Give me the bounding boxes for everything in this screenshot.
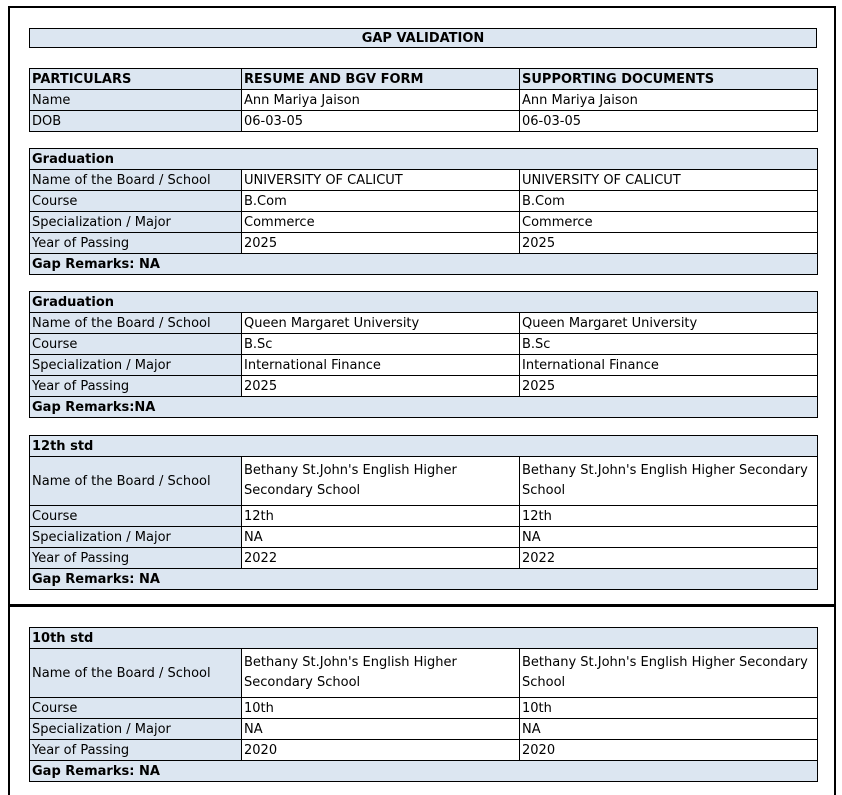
docs-value: Queen Margaret University [520,313,818,334]
column-header-row [30,69,818,90]
resume-value: Ann Mariya Jaison [242,90,520,111]
row-label: Name [30,90,242,111]
header-particulars: PARTICULARS [30,69,242,90]
docs-value: Bethany St.John's English Higher Secondary School [520,649,818,698]
docs-value: 10th [520,698,818,719]
row-label: Name of the Board / School [30,649,242,698]
docs-value: NA [520,527,818,548]
gap-remarks: Gap Remarks: NA [30,569,818,590]
row-label: Year of Passing [30,548,242,569]
resume-value: 2022 [242,548,520,569]
gap-remarks: Gap Remarks: NA [30,761,818,782]
resume-value: UNIVERSITY OF CALICUT [242,170,520,191]
docs-value: NA [520,719,818,740]
resume-value: 12th [242,506,520,527]
row-label: Year of Passing [30,740,242,761]
docs-value: B.Com [520,191,818,212]
table-row [30,376,818,397]
row-label: Name of the Board / School [30,170,242,191]
docs-value: International Finance [520,355,818,376]
table-row [30,212,818,233]
row-label: Name of the Board / School [30,313,242,334]
table-row [30,170,818,191]
row-label: Course [30,506,242,527]
document-page-2 [8,605,836,795]
table-row [30,698,818,719]
docs-value: B.Sc [520,334,818,355]
page-title: GAP VALIDATION [29,28,817,48]
docs-value: UNIVERSITY OF CALICUT [520,170,818,191]
education-section-graduation-2 [29,291,818,418]
gap-remarks: Gap Remarks:NA [30,397,818,418]
row-label: Specialization / Major [30,719,242,740]
resume-value: 10th [242,698,520,719]
table-row [30,548,818,569]
header-supporting-docs: SUPPORTING DOCUMENTS [520,69,818,90]
resume-value: Commerce [242,212,520,233]
resume-value: International Finance [242,355,520,376]
gap-remarks: Gap Remarks: NA [30,254,818,275]
section-heading: 12th std [30,436,818,457]
docs-value: 2022 [520,548,818,569]
row-label: Specialization / Major [30,527,242,548]
table-row [30,719,818,740]
resume-value: B.Com [242,191,520,212]
docs-value: 06-03-05 [520,111,818,132]
table-row [30,457,818,506]
table-row [30,90,818,111]
education-section-graduation-1 [29,148,818,275]
docs-value: Bethany St.John's English Higher Secondary School [520,457,818,506]
resume-value: 2025 [242,376,520,397]
section-heading: Graduation [30,149,818,170]
row-label: Year of Passing [30,233,242,254]
docs-value: 2020 [520,740,818,761]
table-row [30,334,818,355]
resume-value: Queen Margaret University [242,313,520,334]
table-row [30,649,818,698]
docs-value: 2025 [520,233,818,254]
docs-value: Ann Mariya Jaison [520,90,818,111]
resume-value: 2020 [242,740,520,761]
header-resume-bgv: RESUME AND BGV FORM [242,69,520,90]
row-label: Year of Passing [30,376,242,397]
row-label: Course [30,698,242,719]
table-row [30,740,818,761]
resume-value: 06-03-05 [242,111,520,132]
table-row [30,506,818,527]
resume-value: 2025 [242,233,520,254]
docs-value: Commerce [520,212,818,233]
docs-value: 12th [520,506,818,527]
row-label: DOB [30,111,242,132]
table-row [30,111,818,132]
row-label: Course [30,191,242,212]
section-heading: Graduation [30,292,818,313]
table-row [30,233,818,254]
row-label: Specialization / Major [30,355,242,376]
table-row [30,355,818,376]
resume-value: NA [242,719,520,740]
resume-value: B.Sc [242,334,520,355]
education-section-12th [29,435,818,590]
table-row [30,527,818,548]
row-label: Name of the Board / School [30,457,242,506]
resume-value: Bethany St.John's English Higher Secondary School [242,457,520,506]
row-label: Course [30,334,242,355]
docs-value: 2025 [520,376,818,397]
section-heading: 10th std [30,628,818,649]
resume-value: NA [242,527,520,548]
row-label: Specialization / Major [30,212,242,233]
education-section-10th [29,627,818,782]
table-row [30,313,818,334]
table-row [30,191,818,212]
personal-details-table [29,68,818,132]
document-page-1 [8,6,836,606]
resume-value: Bethany St.John's English Higher Secondary School [242,649,520,698]
